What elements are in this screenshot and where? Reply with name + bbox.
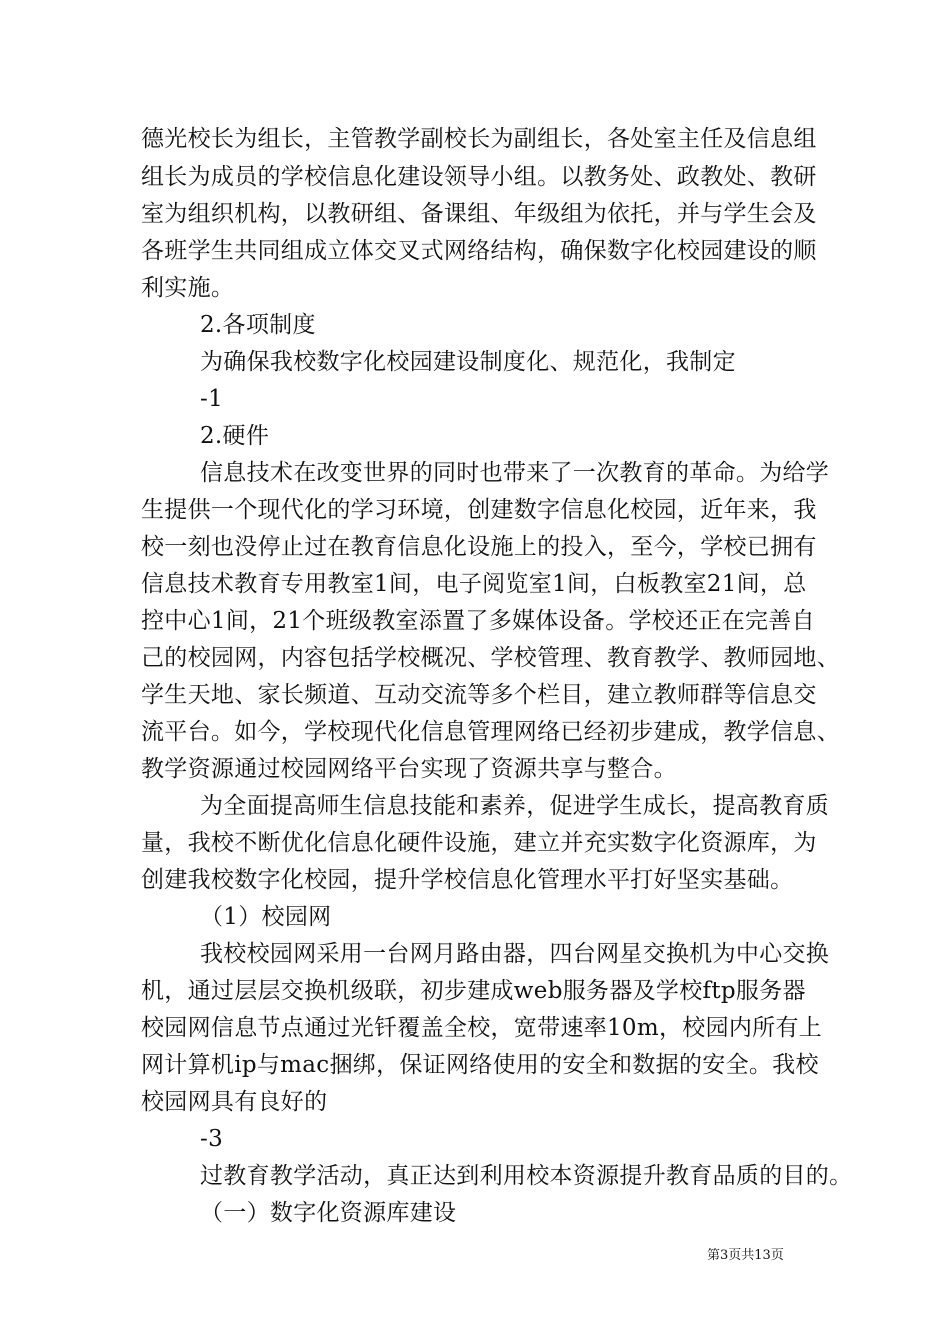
page-marker: -1 [200, 386, 224, 412]
text-line: 学生天地、家长频道、互动交流等多个栏目，建立教师群等信息交 [141, 682, 817, 708]
text-line: 组长为成员的学校信息化建设领导小组。以教务处、政教处、教研 [141, 164, 817, 190]
text-line: 机，通过层层交换机级联，初步建成web服务器及学校ftp服务器 [141, 978, 806, 1004]
text-line: 德光校长为组长，主管教学副校长为副组长，各处室主任及信息组 [141, 126, 817, 152]
text-line: 室为组织机构，以教研组、备课组、年级组为依托，并与学生会及 [141, 201, 817, 227]
section-heading: 2.硬件 [200, 423, 270, 449]
section-heading: （一）数字化资源库建设 [200, 1200, 457, 1226]
text-line: 创建我校数字化校园，提升学校信息化管理水平打好坚实基础。 [141, 867, 794, 893]
text-line: 量，我校不断优化信息化硬件设施，建立并充实数字化资源库，为 [141, 830, 817, 856]
text-line: 网计算机ip与mac捆绑，保证网络使用的安全和数据的安全。我校 [141, 1052, 819, 1078]
subsection-heading: （1）校园网 [200, 904, 332, 930]
text-line: 控中心1间，21个班级教室添置了多媒体设备。学校还正在完善自 [141, 608, 815, 634]
text-line: 流平台。如今，学校现代化信息管理网络已经初步建成，教学信息、 [141, 719, 840, 745]
text-line: 己的校园网，内容包括学校概况、学校管理、教育教学、教师园地、 [141, 645, 840, 671]
text-line: 为确保我校数字化校园建设制度化、规范化，我制定 [200, 349, 736, 375]
text-line: 我校校园网采用一台网月路由器，四台网星交换机为中心交换 [200, 941, 830, 967]
section-heading: 2.各项制度 [200, 312, 316, 338]
text-line: 信息技术教育专用教室1间，电子阅览室1间，白板教室21间，总 [141, 571, 807, 597]
text-line: 各班学生共同组成立体交叉式网络结构，确保数字化校园建设的顺 [141, 238, 817, 264]
page-number: 第3页共13页 [707, 1248, 784, 1263]
text-line: 教学资源通过校园网络平台实现了资源共享与整合。 [141, 756, 677, 782]
text-line: 过教育教学活动，真正达到利用校本资源提升教育品质的目的。 [200, 1163, 853, 1189]
text-line: 生提供一个现代化的学习环境，创建数字信息化校园，近年来，我 [141, 497, 817, 523]
text-line: 信息技术在改变世界的同时也带来了一次教育的革命。为给学 [200, 460, 830, 486]
text-line: 为全面提高师生信息技能和素养，促进学生成长，提高教育质 [200, 793, 830, 819]
page-marker: -3 [200, 1126, 224, 1152]
text-line: 校园网信息节点通过光钎覆盖全校，宽带速率10m，校园内所有上 [141, 1015, 823, 1041]
text-line: 校一刻也没停止过在教育信息化设施上的投入，至今，学校已拥有 [141, 534, 817, 560]
text-line: 利实施。 [141, 275, 235, 301]
text-line: 校园网具有良好的 [141, 1089, 328, 1115]
